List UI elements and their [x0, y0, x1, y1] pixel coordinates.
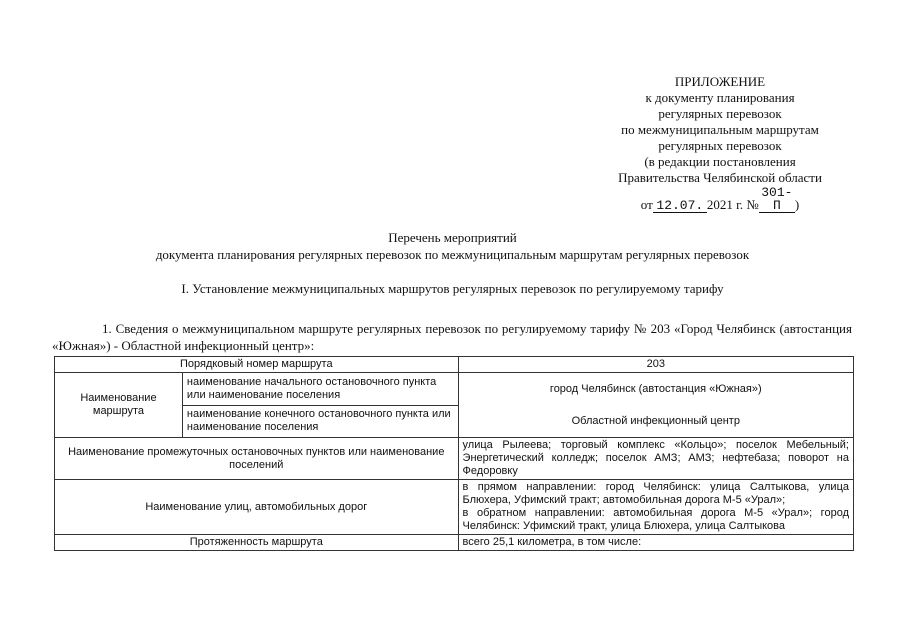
length-value: всего 25,1 километра, в том числе:	[458, 535, 853, 551]
appendix-block	[560, 74, 880, 213]
date-value: 12.07.	[653, 199, 707, 213]
appendix-line: регулярных перевозок	[658, 138, 782, 153]
length-label: Протяженность маршрута	[55, 535, 459, 551]
closing-paren: )	[794, 197, 800, 212]
appendix-line: к документу планирования	[645, 90, 795, 105]
route-name-label: Наименование маршрута	[55, 373, 183, 438]
start-stop-value: город Челябинск (автостанция «Южная»)	[458, 373, 853, 406]
start-stop-label: наименование начального остановочного пункта или наименование поселения	[182, 373, 458, 406]
section-title: I. Установление межмуниципальных маршрутов регулярных перевозок по регулируемому тарифу	[181, 281, 724, 296]
row-number-label: Порядковый номер маршрута	[55, 357, 459, 373]
item-paragraph: 1. Сведения о межмуниципальном маршруте регулярных перевозок по регулируемому тарифу № 203 «Город Челябинск (автостанция «Южная») - Областной инфекционный центр»:	[52, 321, 852, 353]
appendix-line: по межмуниципальным маршрутам	[621, 122, 819, 137]
route-table	[54, 356, 854, 551]
streets-label: Наименование улиц, автомобильных дорог	[55, 480, 459, 535]
intermediate-value: улица Рылеева; торговый комплекс «Кольцо»; поселок Мебельный; Энергетический колледж; поселок АМЗ; АМЗ; нефтебаза; поворот на Федоровку	[458, 438, 853, 480]
streets-value	[458, 480, 853, 535]
doc-title-line2: документа планирования регулярных перевозок по межмуниципальным маршрутам регулярных перевозок	[155, 247, 750, 262]
table-row	[55, 373, 854, 406]
date-prefix: от	[640, 197, 653, 212]
decree-number: 301-П	[759, 186, 795, 213]
year-text: 2021 г. №	[706, 197, 759, 212]
streets-backward: в обратном направлении: автомобильная дорога М-5 «Урал»; город Челябинск: Уфимский тракт, улица Блюхера, улица Салтыкова	[462, 507, 849, 532]
table-row	[55, 480, 854, 535]
doc-title-line1: Перечень мероприятий	[388, 230, 517, 245]
appendix-date-line	[560, 186, 880, 213]
appendix-heading: ПРИЛОЖЕНИЕ	[674, 74, 766, 89]
intermediate-label: Наименование промежуточных остановочных пунктов или наименование поселений	[55, 438, 459, 480]
end-stop-value: Областной инфекционный центр	[458, 405, 853, 438]
appendix-line: (в редакции постановления	[644, 154, 796, 169]
end-stop-label: наименование конечного остановочного пункта или наименование поселения	[182, 405, 458, 438]
table-row	[55, 535, 854, 551]
row-number-value: 203	[458, 357, 853, 373]
appendix-line: регулярных перевозок	[658, 106, 782, 121]
table-row	[55, 357, 854, 373]
table-row	[55, 438, 854, 480]
appendix-line: Правительства Челябинской области	[618, 170, 822, 185]
streets-forward: в прямом направлении: город Челябинск: улица Салтыкова, улица Блюхера, Уфимский тракт; автомобильная дорога М-5 «Урал»;	[462, 481, 849, 506]
